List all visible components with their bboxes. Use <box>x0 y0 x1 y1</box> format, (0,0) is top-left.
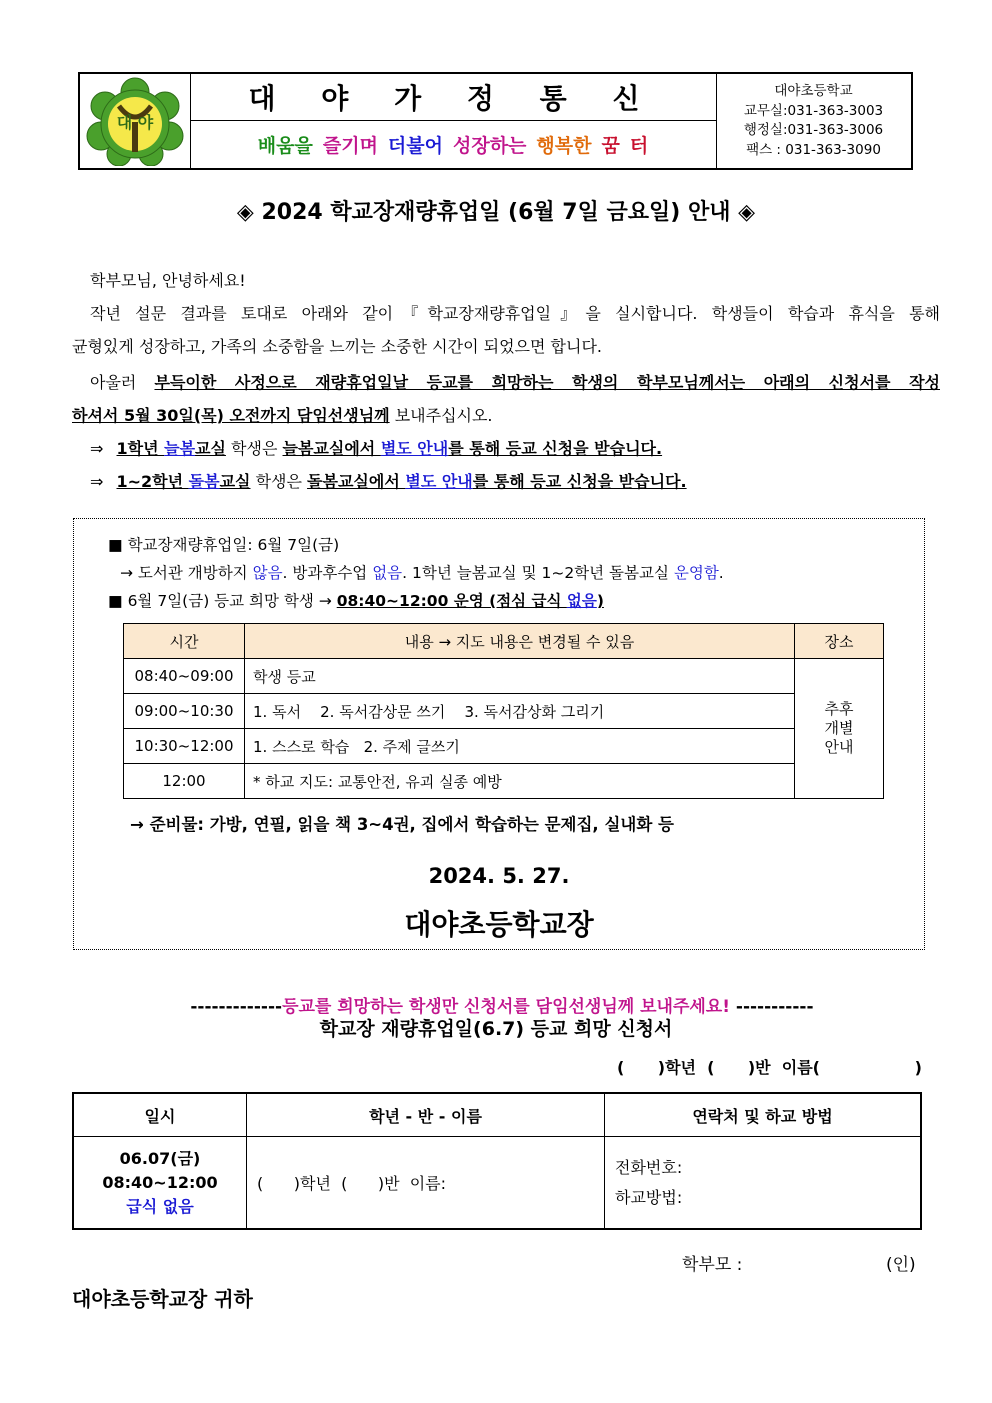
student-field[interactable]: ( )학년 ( )반 이름: <box>247 1137 605 1230</box>
motto-word: 성장하는 <box>452 135 527 157</box>
col-place: 장소 <box>795 624 884 659</box>
newsletter-header <box>78 72 913 170</box>
arrow-icon: ⇒ <box>90 439 104 458</box>
school-contact <box>716 74 911 168</box>
signer: 대야초등학교장 <box>404 908 594 941</box>
going-home-field[interactable]: 하교방법: <box>615 1187 683 1207</box>
table-row: 10:30~12:00 1. 스스로 학습 2. 주제 글쓰기 <box>124 729 884 764</box>
newsletter-title: 대 야 가 정 통 신 <box>190 74 716 121</box>
supplies: → 준비물: 가방, 연필, 읽을 책 3~4권, 집에서 학습하는 문제집, 실내화 등 <box>130 815 674 834</box>
dolbom-notice: ⇒ 1~2학년 돌봄교실 학생은 돌봄교실에서 별도 안내를 통해 등교 신청을 받습니다. <box>90 472 687 491</box>
motto-word: 더불어 <box>387 135 443 157</box>
motto-word: 배움을 <box>257 135 313 157</box>
table-row: 08:40~09:00 학생 등교 추후 개별 안내 <box>124 659 884 694</box>
school-logo <box>80 74 191 168</box>
info-box <box>73 518 925 950</box>
fax-number: 팩스 : 031-363-3090 <box>746 141 881 158</box>
facility-status: → 도서관 개방하지 않음. 방과후수업 없음. 1학년 늘봄교실 및 1~2학년 돌봄교실 운영함. <box>120 564 724 582</box>
intro-line-1: 작년 설문 결과를 토대로 아래와 같이『학교장재량휴업일』을 실시합니다. 학생들이 학습과 휴식을 통해 <box>90 304 940 323</box>
phone-field[interactable]: 전화번호: <box>615 1157 683 1177</box>
application-form <box>72 1092 922 1230</box>
seal-mark[interactable]: (인) <box>886 1255 916 1275</box>
neulbom-notice: ⇒ 1학년 늘봄교실 학생은 늘봄교실에서 별도 안내를 통해 등교 신청을 받습니다. <box>90 439 663 458</box>
admin-phone: 행정실:031-363-3006 <box>743 122 884 138</box>
form-title: 학교장 재량휴업일(6.7) 등교 희망 신청서 <box>319 1018 673 1040</box>
logo-text: 대 야 <box>116 113 154 132</box>
date-cell: 06.07(금) 08:40~12:00 급식 없음 <box>73 1137 247 1230</box>
table-row: 09:00~10:30 1. 독서 2. 독서감상문 쓰기 3. 독서감상화 그리기 <box>124 694 884 729</box>
motto-word: 꿈 <box>601 135 620 157</box>
school-name: 대야초등학교 <box>774 83 853 99</box>
notice-title: ◈ 2024 학교장재량휴업일 (6월 7일 금요일) 안내 ◈ <box>236 200 756 225</box>
intro-line-2: 균형있게 성장하고, 가족의 소중함을 느끼는 소중한 시간이 되었으면 합니다. <box>72 337 602 356</box>
header-center <box>190 74 717 168</box>
name-line[interactable]: ( )학년 ( )반 이름( ) <box>617 1058 922 1077</box>
office-phone: 교무실:031-363-3003 <box>743 102 884 119</box>
col-time: 시간 <box>124 624 245 659</box>
place-cell: 추후 개별 안내 <box>795 659 884 799</box>
holiday-date: ■ 학교장재량휴업일: 6월 7일(금) <box>108 536 340 554</box>
greeting: 학부모님, 안녕하세요! <box>90 271 246 290</box>
col-date: 일시 <box>73 1093 247 1137</box>
motto-word: 터 <box>629 135 649 157</box>
cut-line: -------------등교를 희망하는 학생만 신청서를 담임선생님께 보내주세요! ----------- <box>190 997 814 1017</box>
attendance-hours: ■ 6월 7일(금) 등교 희망 학생 → 08:40~12:00 운영 (점심 급식 없음) <box>108 592 604 610</box>
motto-word: 즐기며 <box>322 135 378 157</box>
parent-signature-label: 학부모 : <box>682 1255 743 1275</box>
motto-word: 행복한 <box>536 135 592 157</box>
schedule-table <box>123 623 884 799</box>
table-row: 12:00 * 하교 지도: 교통안전, 유괴 실종 예방 <box>124 764 884 799</box>
addressee: 대야초등학교장 귀하 <box>72 1287 253 1311</box>
col-contact: 연락처 및 하교 방법 <box>605 1093 922 1137</box>
issue-date: 2024. 5. 27. <box>428 864 570 888</box>
col-content: 내용 → 지도 내용은 변경될 수 있음 <box>245 624 795 659</box>
request-line-1: 아울러 부득이한 사정으로 재량휴업일날 등교를 희망하는 학생의 학부모님께서는 아래의 신청서를 작성 <box>90 373 940 392</box>
school-motto <box>190 121 716 168</box>
arrow-icon: ⇒ <box>90 472 104 491</box>
school-emblem-icon <box>83 76 187 166</box>
col-student: 학년 - 반 - 이름 <box>247 1093 605 1137</box>
request-line-2: 하셔서 5월 30일(목) 오전까지 담임선생님께 보내주십시오. <box>72 406 493 425</box>
contact-field[interactable] <box>605 1137 922 1230</box>
